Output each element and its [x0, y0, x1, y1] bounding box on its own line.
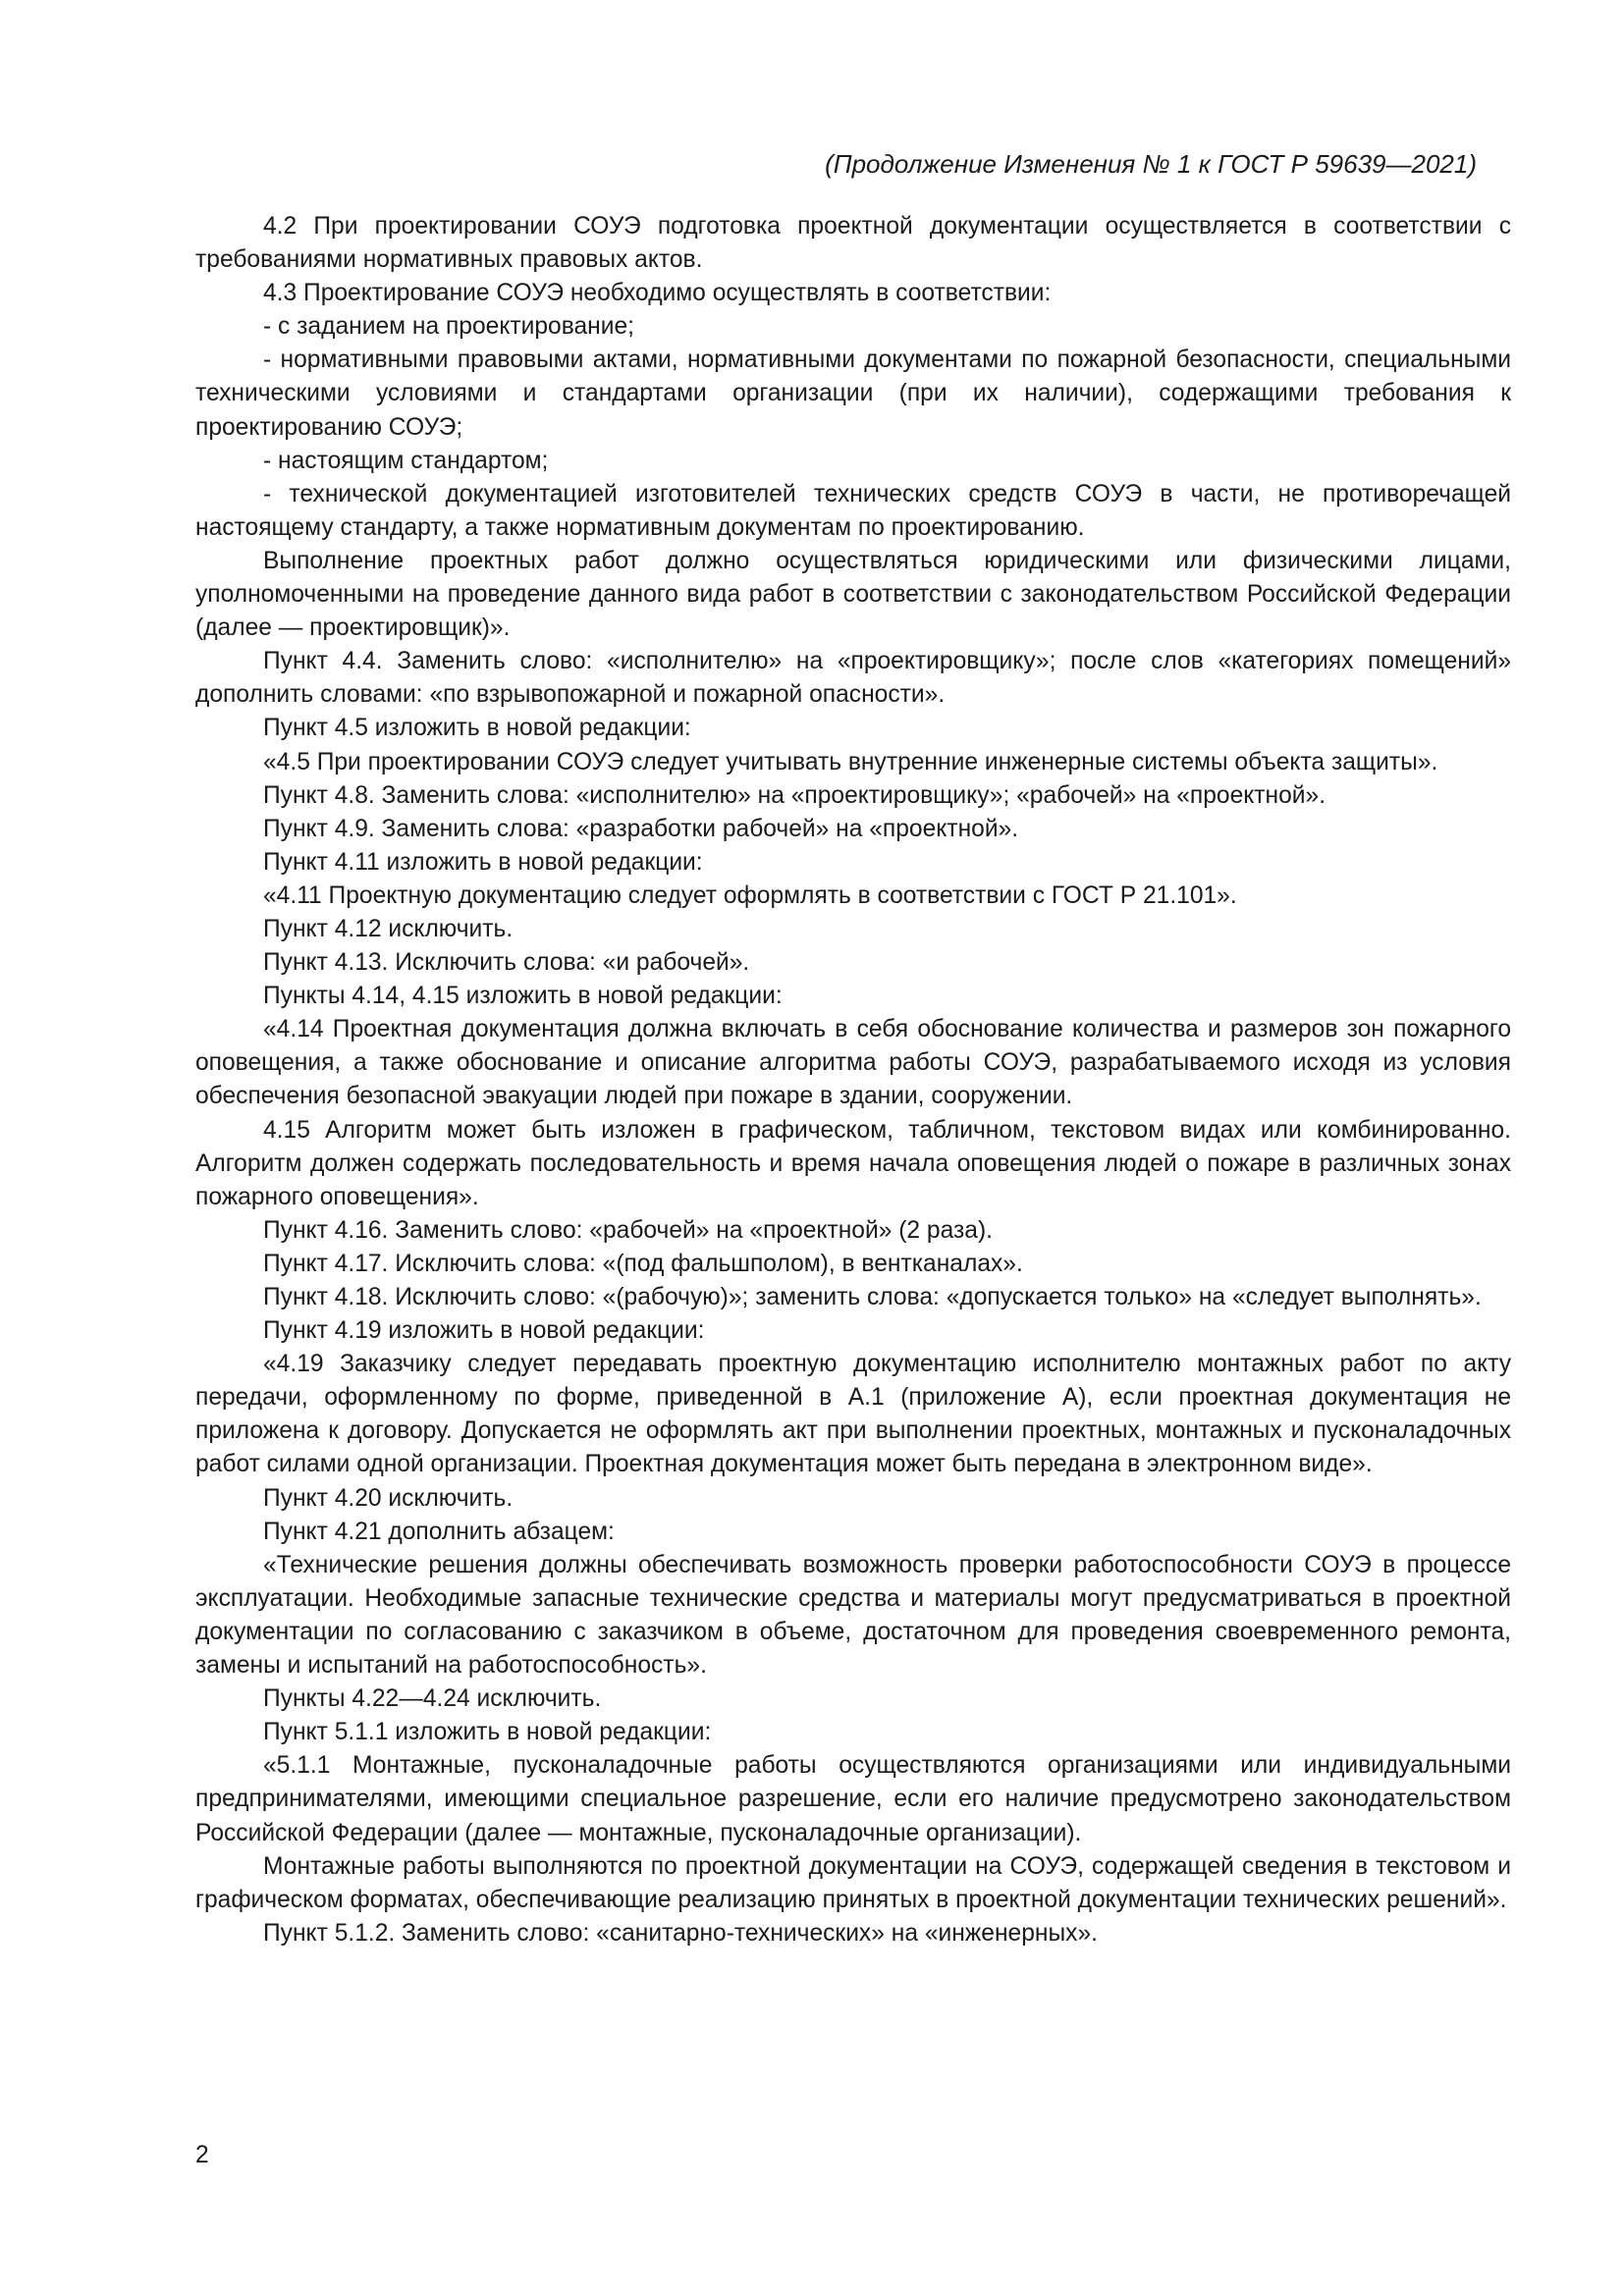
paragraph: - с заданием на проектирование; — [263, 313, 635, 341]
paragraph: «4.14 Проектная документация должна включать в себя обоснование количества и размеров зон пожарного оповещения, а также обоснование и описание алгоритма работы СОУЭ, разрабатываемого исходя из условия обеспечения безопасной эвакуации людей при пожаре в здании, сооружении. — [195, 1016, 1511, 1110]
paragraph: Пункт 4.4. Заменить слово: «исполнителю» на «проектировщику»; после слов «категориях помещений» дополнить словами: «по взрывопожарной и пожарной опасности». — [195, 648, 1511, 709]
paragraph: 4.2 При проектировании СОУЭ подготовка проектной документации осуществляется в соответствии с требованиями нормативных правовых актов. — [195, 213, 1511, 274]
paragraph: Пункт 4.16. Заменить слово: «рабочей» на «проектной» (2 раза). — [263, 1216, 993, 1244]
paragraph: Пункт 5.1.1 изложить в новой редакции: — [263, 1719, 712, 1746]
paragraph: Пункт 4.19 изложить в новой редакции: — [263, 1317, 705, 1345]
paragraph: «4.5 При проектировании СОУЭ следует учитывать внутренние инженерные системы объекта защиты». — [263, 748, 1438, 775]
paragraph: «4.19 Заказчику следует передавать проектную документацию исполнителю монтажных работ по акту передачи, оформленному по форме, приведенной в А.1 (приложение А), если проектная документация не приложена к договору. Допускается не оформлять акт при выполнении проектных, монтажных и пусконаладочных работ силами одной организации. Проектная документация может быть передана в электронном виде». — [195, 1351, 1511, 1478]
paragraph: Пункт 4.13. Исключить слова: «и рабочей». — [263, 949, 750, 977]
paragraph: «4.11 Проектную документацию следует оформлять в соответствии с ГОСТ Р 21.101». — [263, 881, 1237, 909]
paragraph: «Технические решения должны обеспечивать возможность проверки работоспособности СОУЭ в процессе эксплуатации. Необходимые запасные технические средства и материалы могут предусматриваться в проектной документации по согласованию с заказчиком в объеме, достаточном для проведения своевременного ремонта, замены и испытаний на работоспособность». — [195, 1551, 1511, 1680]
paragraph: - технической документацией изготовителей технических средств СОУЭ в части, не противоречащей настоящему стандарту, а также нормативным документам по проектированию. — [195, 480, 1511, 541]
page-number: 2 — [195, 2142, 209, 2168]
paragraph: 4.3 Проектирование СОУЭ необходимо осуществлять в соответствии: — [263, 280, 1052, 307]
paragraph: Пункты 4.14, 4.15 изложить в новой редакции: — [263, 983, 783, 1010]
document-body — [195, 210, 1511, 1950]
paragraph: - нормативными правовыми актами, нормативными документами по пожарной безопасности, специальными техническими условиями и стандартами организации (при их наличии), содержащими требования к проектированию СОУЭ; — [195, 347, 1511, 441]
paragraph: Пункт 4.18. Исключить слово: «(рабочую)»; заменить слова: «допускается только» на «следует выполнять». — [263, 1284, 1482, 1310]
paragraph: Выполнение проектных работ должно осуществляться юридическими или физическими лицами, уполномоченными на проведение данного вида работ в соответствии с законодательством Российской Федерации (далее — проектировщик)». — [195, 547, 1511, 642]
paragraph: Пункт 5.1.2. Заменить слово: «санитарно-технических» на «инженерных». — [263, 1919, 1098, 1947]
paragraph: Пункт 4.20 исключить. — [263, 1484, 514, 1512]
paragraph: Пункт 4.12 исключить. — [263, 915, 514, 942]
paragraph: Пункт 4.9. Заменить слова: «разработки рабочей» на «проектной». — [263, 815, 1019, 842]
paragraph: Пункт 4.21 дополнить абзацем: — [263, 1518, 615, 1545]
paragraph: 4.15 Алгоритм может быть изложен в графическом, табличном, текстовом видах или комбинированно. Алгоритм должен содержать последовательность и время начала оповещения людей о пожаре в различных зонах пожарного оповещения». — [195, 1116, 1511, 1210]
paragraph: - настоящим стандартом; — [263, 447, 549, 474]
paragraph: Пункт 4.5 изложить в новой редакции: — [263, 715, 691, 742]
paragraph: «5.1.1 Монтажные, пусконаладочные работы осуществляются организациями или индивидуальными предпринимателями, имеющими специальное разрешение, если его наличие предусмотрено законодательством Российской Федерации (далее — монтажные, пусконаладочные организации). — [195, 1752, 1511, 1846]
paragraph: Пункт 4.8. Заменить слова: «исполнителю» на «проектировщику»; «рабочей» на «проектной». — [263, 781, 1326, 809]
paragraph: Монтажные работы выполняются по проектной документации на СОУЭ, содержащей сведения в текстовом и графическом форматах, обеспечивающие реализацию принятых в проектной документации технических решений». — [195, 1852, 1511, 1913]
paragraph: Пункт 4.11 изложить в новой редакции: — [263, 848, 703, 876]
paragraph: Пункт 4.17. Исключить слова: «(под фальшполом), в вентканалах». — [263, 1250, 1023, 1277]
continuation-note: (Продолжение Изменения № 1 к ГОСТ Р 59639—2021) — [825, 149, 1477, 179]
paragraph: Пункты 4.22—4.24 исключить. — [263, 1685, 602, 1713]
